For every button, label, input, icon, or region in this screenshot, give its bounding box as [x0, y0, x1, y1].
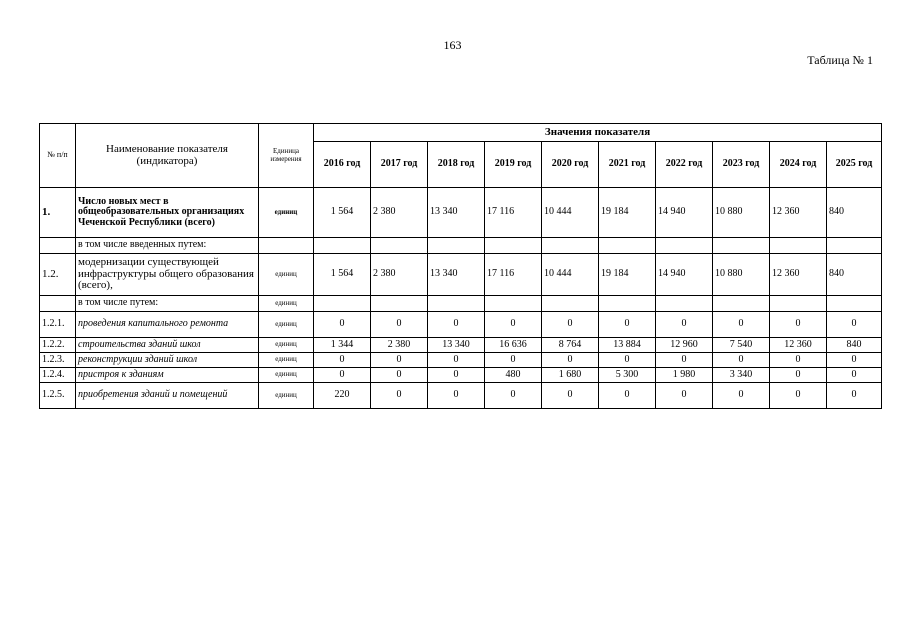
row-value: 0 — [485, 312, 542, 338]
row-value: 0 — [713, 353, 770, 368]
header-year: 2022 год — [656, 142, 713, 188]
row-value — [371, 296, 428, 312]
row-name: пристроя к зданиям — [76, 368, 259, 383]
row-value: 0 — [314, 368, 371, 383]
row-value: 16 636 — [485, 338, 542, 353]
row-value: 1 980 — [656, 368, 713, 383]
row-value — [656, 296, 713, 312]
row-value: 10 444 — [542, 254, 599, 296]
row-value: 840 — [827, 254, 882, 296]
row-value: 0 — [713, 312, 770, 338]
row-value: 0 — [599, 312, 656, 338]
table-row — [40, 368, 882, 383]
row-value — [428, 296, 485, 312]
header-values: Значения показателя — [314, 124, 882, 142]
header-year: 2019 год — [485, 142, 542, 188]
row-value — [542, 296, 599, 312]
row-value: 10 880 — [713, 254, 770, 296]
table-row — [40, 296, 882, 312]
row-value: 12 360 — [770, 188, 827, 238]
row-value: 14 940 — [656, 254, 713, 296]
row-value: 5 300 — [599, 368, 656, 383]
row-value — [713, 238, 770, 254]
row-name: строительства зданий школ — [76, 338, 259, 353]
row-value: 0 — [314, 312, 371, 338]
row-name: проведения капитального ремонта — [76, 312, 259, 338]
table-row — [40, 338, 882, 353]
row-value: 220 — [314, 383, 371, 409]
row-value: 13 884 — [599, 338, 656, 353]
row-unit: единиц — [259, 353, 314, 368]
row-value: 2 380 — [371, 188, 428, 238]
row-value: 0 — [428, 353, 485, 368]
table-row — [40, 188, 882, 238]
indicator-table — [39, 123, 882, 409]
header-year: 2024 год — [770, 142, 827, 188]
row-value: 840 — [827, 188, 882, 238]
table-row — [40, 238, 882, 254]
page-number: 163 — [443, 38, 462, 52]
row-value — [542, 238, 599, 254]
row-value — [770, 296, 827, 312]
row-value — [599, 296, 656, 312]
row-value: 3 340 — [713, 368, 770, 383]
row-unit: единиц — [259, 312, 314, 338]
row-value: 0 — [827, 383, 882, 409]
row-value: 0 — [542, 312, 599, 338]
row-unit: единиц — [259, 368, 314, 383]
header-year: 2020 год — [542, 142, 599, 188]
table-row — [40, 312, 882, 338]
row-value: 17 116 — [485, 188, 542, 238]
row-value: 0 — [485, 383, 542, 409]
row-value: 0 — [656, 353, 713, 368]
row-value: 0 — [827, 312, 882, 338]
row-num — [40, 238, 76, 254]
row-value: 0 — [713, 383, 770, 409]
row-value: 19 184 — [599, 188, 656, 238]
row-value: 0 — [371, 353, 428, 368]
row-name: в том числе введенных путем: — [76, 238, 259, 254]
row-value — [485, 238, 542, 254]
row-value — [314, 296, 371, 312]
row-value: 7 540 — [713, 338, 770, 353]
row-value — [770, 238, 827, 254]
row-unit: единиц — [259, 296, 314, 312]
header-year: 2016 год — [314, 142, 371, 188]
row-num: 1.2.1. — [40, 312, 76, 338]
row-value: 0 — [827, 353, 882, 368]
row-value: 0 — [371, 312, 428, 338]
row-num: 1.2. — [40, 254, 76, 296]
row-value — [314, 238, 371, 254]
row-num: 1.2.4. — [40, 368, 76, 383]
row-value: 0 — [599, 353, 656, 368]
header-num: № п/п — [40, 124, 76, 188]
header-name: Наименование показателя (индикатора) — [76, 124, 259, 188]
row-value: 0 — [770, 368, 827, 383]
row-value: 1 344 — [314, 338, 371, 353]
row-value: 0 — [428, 312, 485, 338]
row-value — [371, 238, 428, 254]
row-value — [656, 238, 713, 254]
row-num: 1. — [40, 188, 76, 238]
row-value: 17 116 — [485, 254, 542, 296]
row-num: 1.2.5. — [40, 383, 76, 409]
row-value: 2 380 — [371, 254, 428, 296]
row-num — [40, 296, 76, 312]
row-value — [485, 296, 542, 312]
row-value — [827, 238, 882, 254]
row-value: 1 564 — [314, 188, 371, 238]
row-value: 480 — [485, 368, 542, 383]
row-value: 1 680 — [542, 368, 599, 383]
row-value: 1 564 — [314, 254, 371, 296]
table-row — [40, 353, 882, 368]
row-value: 0 — [542, 353, 599, 368]
header-year: 2025 год — [827, 142, 882, 188]
header-year: 2018 год — [428, 142, 485, 188]
row-value: 13 340 — [428, 254, 485, 296]
row-value: 0 — [428, 383, 485, 409]
row-name: реконструкции зданий школ — [76, 353, 259, 368]
row-unit — [259, 238, 314, 254]
header-year: 2023 год — [713, 142, 770, 188]
header-unit: Единица измерения — [259, 124, 314, 188]
row-value: 0 — [314, 353, 371, 368]
header-year: 2017 год — [371, 142, 428, 188]
row-value: 0 — [770, 383, 827, 409]
row-num: 1.2.3. — [40, 353, 76, 368]
table-row — [40, 254, 882, 296]
row-value: 0 — [770, 312, 827, 338]
row-unit: единиц — [259, 254, 314, 296]
row-value: 0 — [485, 353, 542, 368]
row-value: 2 380 — [371, 338, 428, 353]
table-label: Таблица № 1 — [807, 53, 873, 67]
row-value: 0 — [428, 368, 485, 383]
row-value: 13 340 — [428, 188, 485, 238]
row-name: в том числе путем: — [76, 296, 259, 312]
row-value: 0 — [656, 383, 713, 409]
row-value: 10 880 — [713, 188, 770, 238]
row-value — [713, 296, 770, 312]
row-value: 0 — [656, 312, 713, 338]
row-unit: единиц — [259, 383, 314, 409]
row-unit: единиц — [259, 188, 314, 238]
row-value: 13 340 — [428, 338, 485, 353]
row-value: 10 444 — [542, 188, 599, 238]
row-value: 12 360 — [770, 254, 827, 296]
table-row — [40, 383, 882, 409]
row-value: 0 — [371, 368, 428, 383]
row-unit: единиц — [259, 338, 314, 353]
row-name: Число новых мест в общеобразовательных организациях Чеченской Республики (всего) — [76, 188, 259, 238]
row-value: 840 — [827, 338, 882, 353]
row-value: 12 960 — [656, 338, 713, 353]
row-value: 0 — [542, 383, 599, 409]
row-value: 19 184 — [599, 254, 656, 296]
row-value — [428, 238, 485, 254]
row-value: 0 — [371, 383, 428, 409]
row-value — [599, 238, 656, 254]
row-value: 0 — [599, 383, 656, 409]
row-name: модернизации существующей инфраструктуры общего образования (всего), — [76, 254, 259, 296]
row-value: 0 — [770, 353, 827, 368]
row-value: 12 360 — [770, 338, 827, 353]
header-year: 2021 год — [599, 142, 656, 188]
row-value: 0 — [827, 368, 882, 383]
row-name: приобретения зданий и помещений — [76, 383, 259, 409]
row-num: 1.2.2. — [40, 338, 76, 353]
row-value — [827, 296, 882, 312]
row-value: 14 940 — [656, 188, 713, 238]
row-value: 8 764 — [542, 338, 599, 353]
